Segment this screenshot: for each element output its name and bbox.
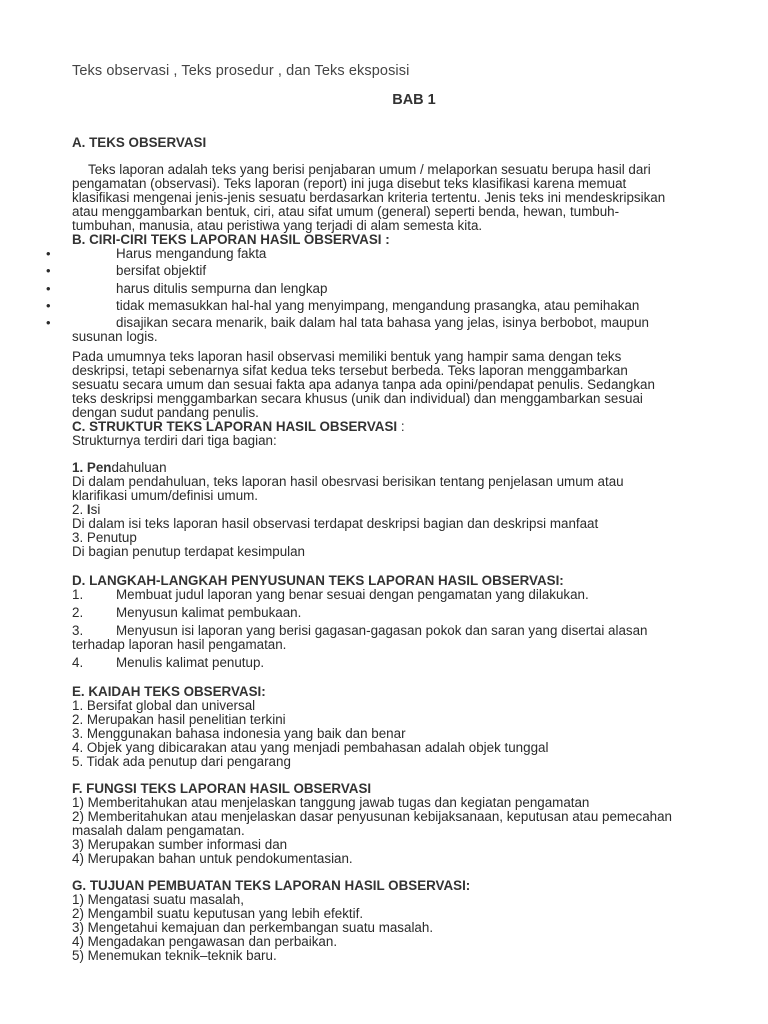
function-item: 2) Memberitahukan atau menjelaskan dasar penyusunan kebijaksanaan, keputusan atau pemecahan <box>72 809 673 825</box>
paragraph-line: Pada umumnya teks laporan hasil observasi memiliki bentuk yang hampir sama dengan teks <box>72 349 622 365</box>
section-c-heading-tail: : <box>397 419 405 435</box>
paragraph-line: Teks laporan adalah teks yang berisi penjabaran umum / melaporkan sesuatu berupa hasil dari <box>88 162 651 177</box>
structure-item-3: 3. Penutup <box>72 530 137 546</box>
structure-item-2-rest: si <box>90 502 101 518</box>
step-number: 1. <box>72 587 84 603</box>
paragraph-line: klasifikasi mengenai jenis-jenis sesuatu berdasarkan kriteria tertentu. Jenis teks ini mendeskripsikan <box>72 190 666 205</box>
structure-item-2-number: 2. <box>72 502 87 518</box>
step-number: 3. <box>72 623 84 639</box>
step-text: Membuat judul laporan yang benar sesuai dengan pengamatan yang dilakukan. <box>116 587 589 603</box>
structure-item-1-rest: dahuluan <box>111 460 167 476</box>
paragraph-line: deskripsi, tetapi sebenarnya sifat kedua teks tersebut berbeda. Teks laporan menggambarkan <box>72 363 628 379</box>
purpose-item: 4) Mengadakan pengawasan dan perbaikan. <box>72 934 338 950</box>
section-b-heading: B. CIRI-CIRI TEKS LAPORAN HASIL OBSERVASI : <box>72 232 390 247</box>
purpose-item: 5) Menemukan teknik–teknik baru. <box>72 948 277 964</box>
step-number: 2. <box>72 605 84 621</box>
paragraph-line: klarifikasi umum/definisi umum. <box>72 488 259 504</box>
section-b-paragraph <box>72 350 702 420</box>
document-body <box>72 136 702 963</box>
step-item <box>72 606 702 620</box>
section-c-heading <box>72 420 702 434</box>
structure-item-2 <box>72 503 702 517</box>
purpose-item: 2) Mengambil suatu keputusan yang lebih efektif. <box>72 906 364 922</box>
rule-item: 4. Objek yang dibicarakan atau yang menjadi pembahasan adalah objek tunggal <box>72 740 549 756</box>
paragraph-line: atau menggambarkan bentuk, ciri, atau sifat umum (general) seperti benda, hewan, tumbuh- <box>72 204 620 219</box>
paragraph-line: sesuatu secara umum dan sesuai fakta apa adanya tanpa ada opini/pendapat penulis. Sedangkan <box>72 377 655 393</box>
section-a-paragraph <box>72 163 702 233</box>
section-d-heading: D. LANGKAH-LANGKAH PENYUSUNAN TEKS LAPORAN HASIL OBSERVASI: <box>72 573 564 589</box>
section-f-heading: F. FUNGSI TEKS LAPORAN HASIL OBSERVASI <box>72 781 372 797</box>
list-item: • harus ditulis sempurna dan lengkap <box>72 282 702 296</box>
paragraph-line: dengan sudut pandang penulis. <box>72 405 259 421</box>
document-title: Teks observasi , Teks prosedur , dan Teks eksposisi <box>72 63 410 79</box>
paragraph-line: Di dalam pendahuluan, teks laporan hasil obesrvasi berisikan tentang penjelasan umum atau <box>72 474 624 490</box>
paragraph-line: pengamatan (observasi). Teks laporan (report) ini juga disebut teks klasifikasi karena memuat <box>72 176 627 191</box>
step-item <box>72 624 702 638</box>
structure-item-1 <box>72 461 702 475</box>
section-g-heading: G. TUJUAN PEMBUATAN TEKS LAPORAN HASIL OBSERVASI: <box>72 878 471 894</box>
paragraph-line: Di bagian penutup terdapat kesimpulan <box>72 544 306 560</box>
section-c-heading-text: C. STRUKTUR TEKS LAPORAN HASIL OBSERVASI <box>72 419 398 435</box>
chapter-heading: BAB 1 <box>392 92 436 108</box>
structure-item-1-bold: 1. Pen <box>72 460 112 476</box>
rule-item: 5. Tidak ada penutup dari pengarang <box>72 754 291 770</box>
structure-item-2-bold: I <box>86 502 91 518</box>
step-item <box>72 588 702 602</box>
list-item: • Harus mengandung fakta <box>72 247 702 261</box>
section-e-heading: E. KAIDAH TEKS OBSERVASI: <box>72 684 266 700</box>
purpose-item: 3) Mengetahui kemajuan dan perkembangan suatu masalah. <box>72 920 434 936</box>
section-b-list <box>72 247 702 330</box>
function-item: 3) Merupakan sumber informasi dan <box>72 837 288 853</box>
step-text: Menyusun isi laporan yang berisi gagasan-gagasan pokok dan saran yang disertai alasan <box>116 623 648 639</box>
rule-item: 1. Bersifat global dan universal <box>72 698 256 714</box>
section-a-heading: A. TEKS OBSERVASI <box>72 135 207 150</box>
function-item-continuation: masalah dalam pengamatan. <box>72 823 245 839</box>
function-item: 1) Memberitahukan atau menjelaskan tanggung jawab tugas dan kegiatan pengamatan <box>72 795 590 811</box>
list-item: • disajikan secara menarik, baik dalam hal tata bahasa yang jelas, isinya berbobot, maupun <box>72 316 702 330</box>
step-item-continuation: terhadap laporan hasil pengamatan. <box>72 637 287 653</box>
purpose-item: 1) Mengatasi suatu masalah, <box>72 892 244 908</box>
step-text: Menyusun kalimat pembukaan. <box>116 605 302 621</box>
section-c-intro: Strukturnya terdiri dari tiga bagian: <box>72 433 277 449</box>
rule-item: 2. Merupakan hasil penelitian terkini <box>72 712 286 728</box>
step-item <box>72 656 702 670</box>
list-item: • tidak memasukkan hal-hal yang menyimpang, mengandung prasangka, atau pemihakan <box>72 299 702 313</box>
paragraph-line: teks deskripsi menggambarkan secara khusus (unik dan individual) dan menggambarkan sesuai <box>72 391 643 407</box>
paragraph-line: tumbuhan, manusia, atau peristiwa yang terjadi di alam semesta kita. <box>72 218 483 233</box>
function-item: 4) Merupakan bahan untuk pendokumentasian. <box>72 851 353 867</box>
step-number: 4. <box>72 655 84 671</box>
list-item: • bersifat objektif <box>72 264 702 278</box>
step-text: Menulis kalimat penutup. <box>116 655 265 671</box>
paragraph-line: Di dalam isi teks laporan hasil observasi terdapat deskripsi bagian dan deskripsi manfaat <box>72 516 599 532</box>
list-item-continuation: susunan logis. <box>72 329 158 345</box>
rule-item: 3. Menggunakan bahasa indonesia yang baik dan benar <box>72 726 406 742</box>
